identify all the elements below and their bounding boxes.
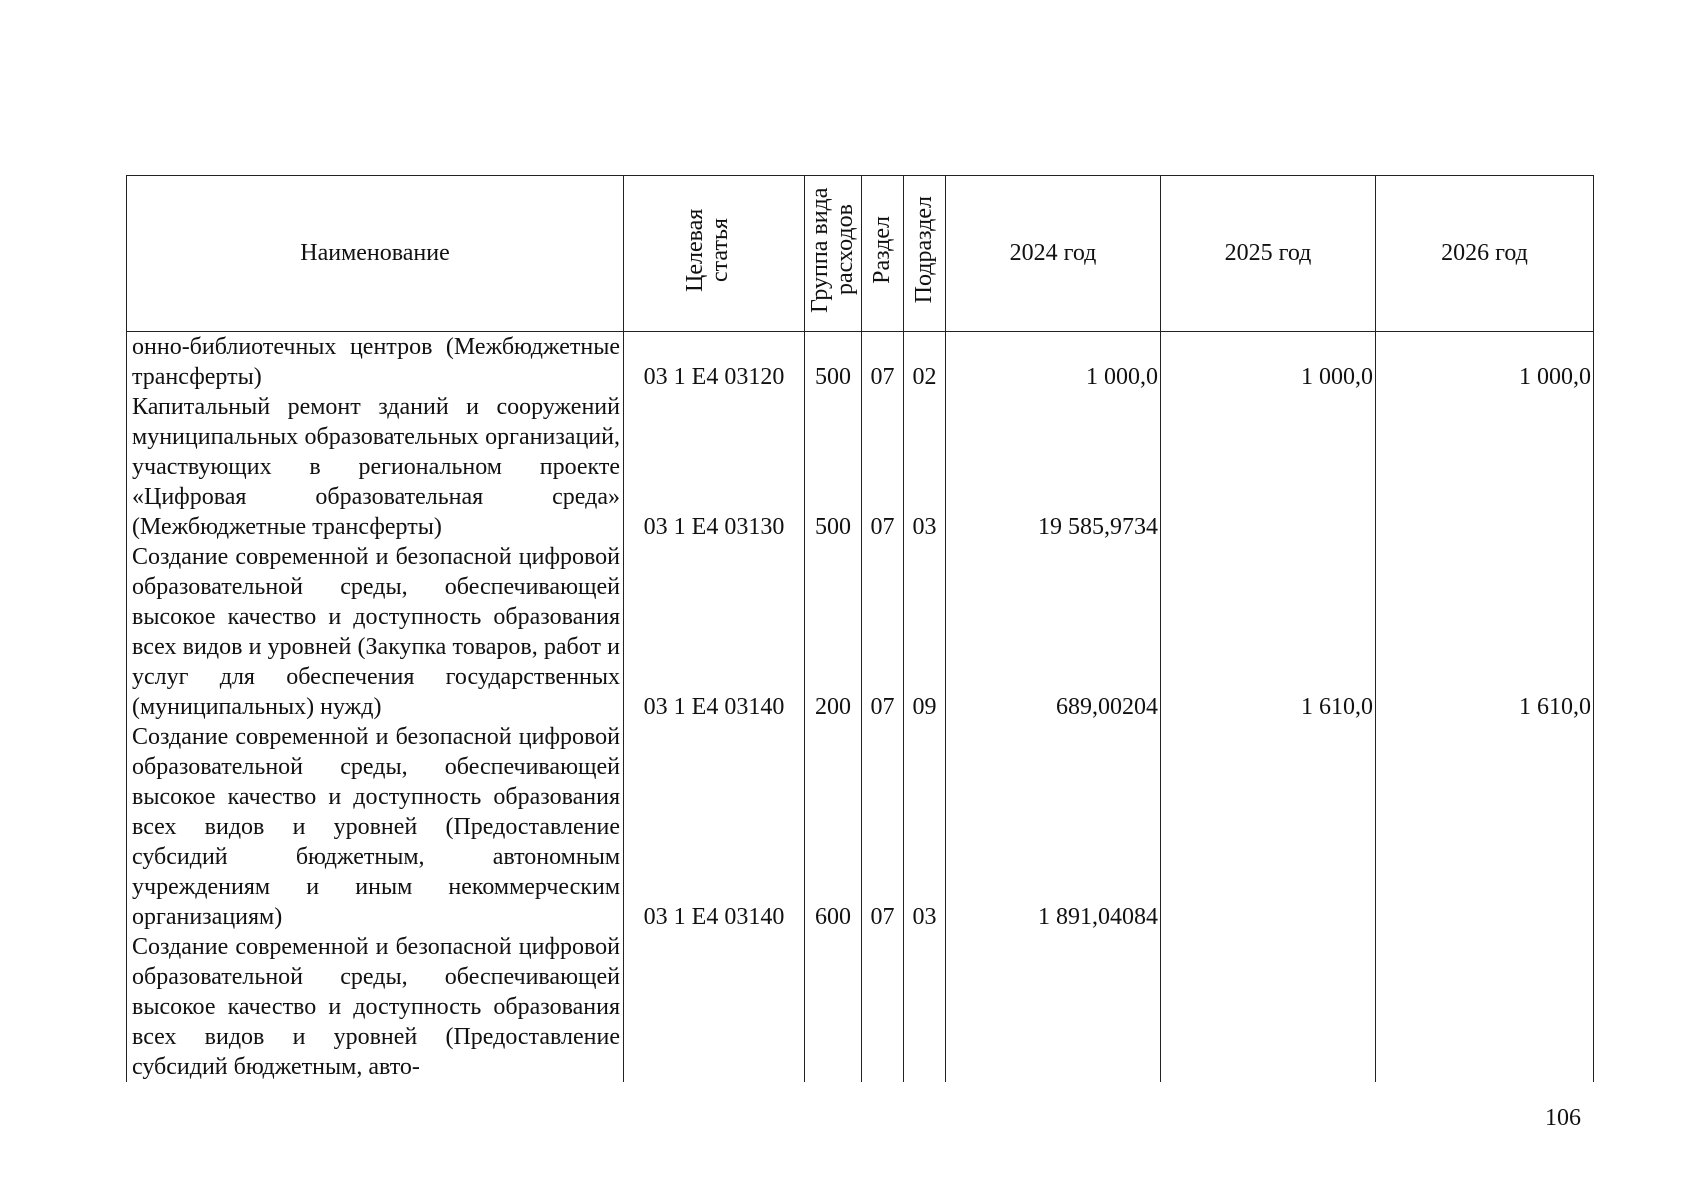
row-expense-group: 500 — [805, 332, 862, 393]
row-subsection: 09 — [904, 542, 946, 722]
header-expense-group: Группа вида расходов — [805, 176, 862, 332]
row-2025: 1 000,0 — [1161, 332, 1376, 393]
row-2026 — [1376, 722, 1594, 932]
row-2026: 1 000,0 — [1376, 332, 1594, 393]
row-2024: 1 891,04084 — [946, 722, 1161, 932]
row-2026 — [1376, 932, 1594, 1082]
row-section: 07 — [862, 722, 904, 932]
row-subsection: 03 — [904, 392, 946, 542]
row-target: 03 1 Е4 03140 — [624, 542, 805, 722]
row-2026 — [1376, 392, 1594, 542]
table-row — [127, 932, 1594, 1082]
row-2024: 689,00204 — [946, 542, 1161, 722]
row-subsection: 03 — [904, 722, 946, 932]
row-section: 07 — [862, 392, 904, 542]
table-row — [127, 392, 1594, 542]
page-number: 106 — [1545, 1105, 1581, 1131]
row-target: 03 1 Е4 03130 — [624, 392, 805, 542]
row-name: Создание современной и безопасной цифровой образовательной среды, обеспечивающей высокое качество и доступность образования всех видов и уровней (Закупка товаров, работ и услуг для обеспечения государственных (муниципальных) нужд) — [127, 542, 624, 722]
row-2024: 1 000,0 — [946, 332, 1161, 393]
header-target: Целевая статья — [624, 176, 805, 332]
header-2025: 2025 год — [1161, 176, 1376, 332]
row-expense-group: 200 — [805, 542, 862, 722]
header-2026: 2026 год — [1376, 176, 1594, 332]
table-row — [127, 722, 1594, 932]
row-2025 — [1161, 932, 1376, 1082]
row-expense-group — [805, 932, 862, 1082]
table-row — [127, 332, 1594, 393]
row-2024 — [946, 932, 1161, 1082]
header-name: Наименование — [127, 176, 624, 332]
row-2025 — [1161, 392, 1376, 542]
row-name: Создание современной и безопасной цифровой образовательной среды, обеспечивающей высокое качество и доступность образования всех видов и уровней (Предоставление субсидий бюджетным, автономным учреждениям и иным некоммерческим организациям) — [127, 722, 624, 932]
row-name: онно-библиотечных центров (Межбюджетные трансферты) — [127, 332, 624, 393]
table-row — [127, 542, 1594, 722]
row-2025: 1 610,0 — [1161, 542, 1376, 722]
row-target — [624, 932, 805, 1082]
row-expense-group: 600 — [805, 722, 862, 932]
row-section — [862, 932, 904, 1082]
row-2024: 19 585,9734 — [946, 392, 1161, 542]
header-section: Раздел — [862, 176, 904, 332]
header-subsection: Подраздел — [904, 176, 946, 332]
row-2025 — [1161, 722, 1376, 932]
row-name: Создание современной и безопасной цифровой образовательной среды, обеспечивающей высокое качество и доступность образования всех видов и уровней (Предоставление субсидий бюджетным, авто- — [127, 932, 624, 1082]
table-header-row — [127, 176, 1594, 332]
row-section: 07 — [862, 332, 904, 393]
budget-table — [126, 175, 1594, 1082]
row-target: 03 1 Е4 03140 — [624, 722, 805, 932]
row-expense-group: 500 — [805, 392, 862, 542]
header-2024: 2024 год — [946, 176, 1161, 332]
row-subsection: 02 — [904, 332, 946, 393]
row-name: Капитальный ремонт зданий и сооружений муниципальных образовательных организаций, участвующих в региональном проекте «Цифровая образовательная среда» (Межбюджетные трансферты) — [127, 392, 624, 542]
row-2026: 1 610,0 — [1376, 542, 1594, 722]
row-section: 07 — [862, 542, 904, 722]
row-target: 03 1 Е4 03120 — [624, 332, 805, 393]
row-subsection — [904, 932, 946, 1082]
